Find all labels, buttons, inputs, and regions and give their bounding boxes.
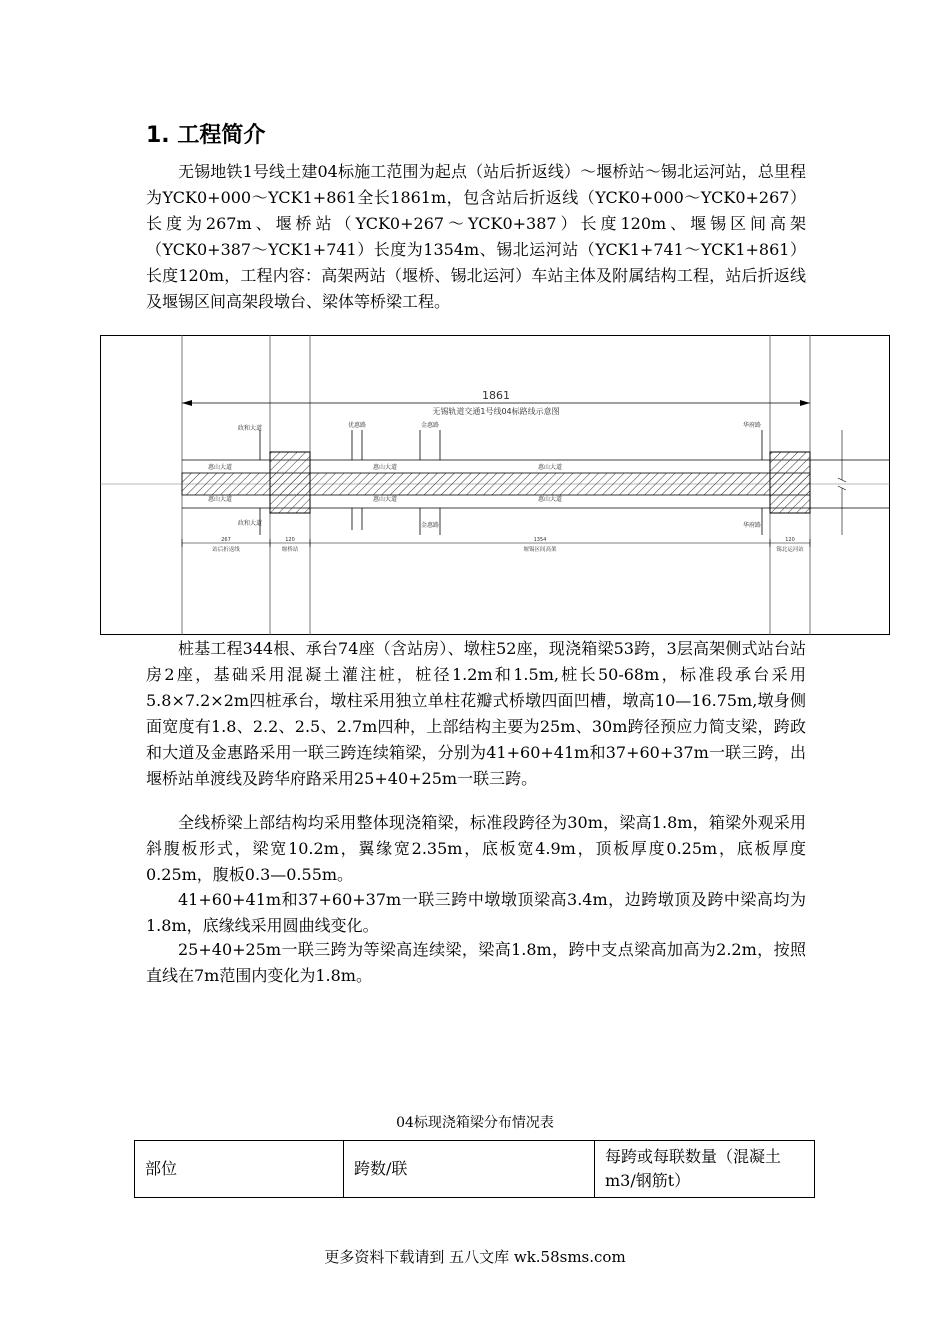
segment-name: 锡北运河站 [776, 547, 804, 553]
table-header-row [135, 1141, 815, 1198]
segment-length: 120 [285, 537, 295, 543]
header-span-count: 跨数/联 [344, 1141, 595, 1198]
cross-road-label-bottom: 金惠路 [420, 522, 440, 529]
cross-road-label-top: 优惠路 [347, 422, 367, 429]
segment-name: 站后折返线 [212, 547, 240, 553]
total-length-label: 1861 [482, 389, 510, 402]
paragraph-project-scope: 无锡地铁1号线土建04标施工范围为起点（站后折返线）～堰桥站～锡北运河站，总里程为YCK0+000～YCK1+861全长1861m，包含站后折返线（YCK0+000～YCK0+267）长度为267m、堰桥站（YCK0+267～YCK0+387）长度120m、堰锡区间高架（YCK0+387～YCK1+741）长度为1354m、锡北运河站（YCK1+741～YCK1+861）长度120m，工程内容：高架两站（堰桥、锡北运河）车站主体及附属结构工程，站后折返线及堰锡区间高架段墩台、梁体等桥梁工程。 [146, 162, 806, 311]
road-label: 惠山大道 [372, 496, 398, 503]
footer-link-text: 更多资料下载请到 五八文库 wk.58sms.com [324, 1248, 626, 1266]
paragraph-superstructure: 全线桥梁上部结构均采用整体现浇箱梁，标准段跨径为30m，梁高1.8m，箱梁外观采用斜腹板形式，梁宽10.2m，翼缘宽2.35m，底板宽4.9m，顶板厚度0.25m，底板厚度0.25m，腹板0.3—0.55m。 [146, 813, 806, 884]
road-label: 惠山大道 [207, 464, 233, 471]
table-caption: 04标现浇箱梁分布情况表 [396, 1115, 554, 1131]
yanqiao-station-block [270, 452, 310, 513]
road-label: 惠山大道 [537, 496, 563, 503]
paragraph-foundation-works: 桩基工程344根、承台74座（含站房）、墩柱52座，现浇箱梁53跨，3层高架侧式站台站房2座，基础采用混凝土灌注桩，桩径1.2m和1.5m,桩长50-68m，标准段承台采用5.8×7.2×2m四桩承台，墩柱采用独立单柱花瓣式桥墩四面凹槽，墩高10—16.75m,墩身侧面宽度有1.8、2.2、2.5、2.7m四种，上部结构主要为25m、30m跨径预应力简支梁，跨政和大道及金惠路采用一联三跨连续箱梁，分别为41+60+41m和37+60+37m一联三跨，出堰桥站单渡线及跨华府路采用25+40+25m一联三跨。 [146, 639, 806, 788]
xibei-station-block [770, 452, 810, 513]
header-location: 部位 [135, 1141, 344, 1198]
road-label: 惠山大道 [207, 496, 233, 503]
segment-name: 堰桥站 [281, 547, 299, 553]
header-quantity: 每跨或每联数量（混凝土m3/钢筋t） [595, 1141, 815, 1198]
road-label: 惠山大道 [537, 464, 563, 471]
segment-length: 1354 [533, 537, 547, 543]
cross-road-label-top: 华府路 [742, 422, 762, 429]
segment-length: 267 [221, 537, 231, 543]
diagram-title: 无锡轨道交通1号线04标路线示意图 [432, 407, 560, 416]
box-girder-table [134, 1140, 815, 1198]
segment-length: 120 [785, 537, 795, 543]
paragraph-continuous-beam: 41+60+41m和37+60+37m一联三跨中墩墩顶梁高3.4m，边跨墩顶及跨中梁高均为1.8m，底缘线采用圆曲线变化。 [146, 890, 806, 935]
cross-road-label-bottom: 政和大道 [237, 520, 263, 527]
road-label: 惠山大道 [372, 464, 398, 471]
cross-road-label-top: 政和大道 [237, 425, 263, 432]
cross-road-label-top: 金惠路 [420, 422, 440, 429]
section-heading: 1. 工程简介 [146, 123, 266, 148]
route-diagram [100, 335, 890, 635]
cross-road-label-bottom: 华府路 [742, 522, 762, 529]
segment-name: 堰锡区间高架 [523, 547, 557, 553]
paragraph-equal-height-beam: 25+40+25m一联三跨为等梁高连续梁，梁高1.8m，跨中支点梁高加高为2.2m，按照直线在7m范围内变化为1.8m。 [146, 940, 806, 985]
